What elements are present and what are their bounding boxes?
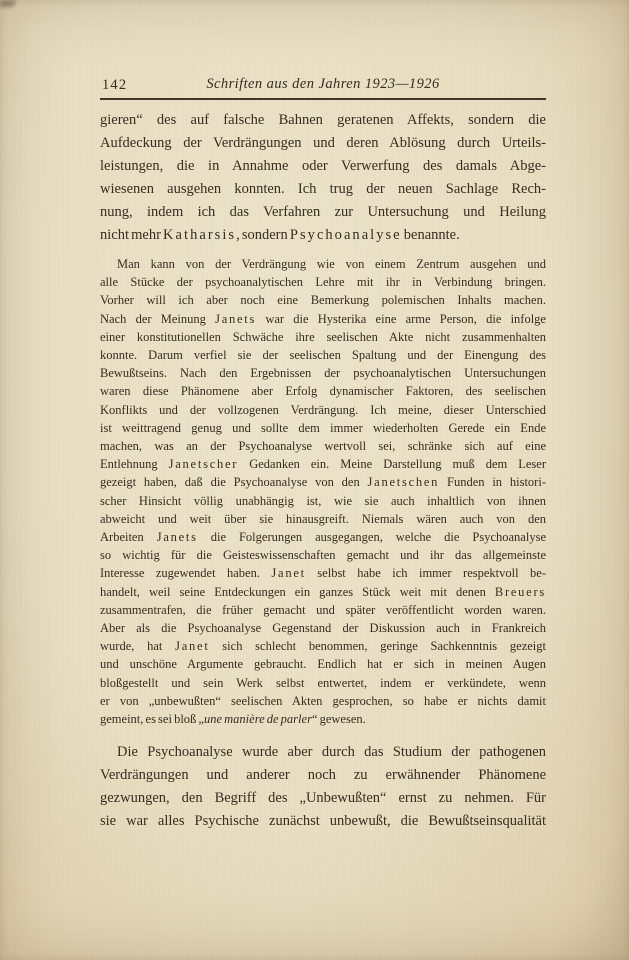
letterspaced-name: Janet	[175, 639, 210, 654]
text-run: Gedanken ein. Meine Darstellung muß dem Leser	[238, 457, 546, 472]
text-line	[100, 655, 546, 673]
text-line	[100, 810, 546, 833]
text-run: wiesenen ausgehen konnten. Ich trug der neuen Sachlage Rech-	[100, 181, 546, 197]
text-run: war die Hysterika eine arme Person, die infolge	[256, 311, 546, 326]
text-run: Interesse zugewendet haben.	[100, 566, 272, 581]
text-line	[100, 741, 546, 764]
text-run: gezeigt haben, daß die Psychoanalyse von den	[100, 475, 368, 490]
text-run: handelt, weil seine Entdeckungen ein ganzes Stück weit mit denen	[100, 584, 495, 599]
letterspaced-name: Breuers	[494, 584, 546, 599]
text-run: Nach der Meinung	[100, 311, 216, 326]
text-line	[100, 473, 546, 491]
text-run: “ gewesen.	[311, 712, 366, 727]
text-run: gezwungen, den Begriff des „Unbewußten“ ernst zu nehmen. Für	[100, 790, 546, 807]
text-line	[100, 273, 546, 291]
text-run: einer konstitutionellen Schwäche ihre seelischen Akte nicht zusammenhalten	[100, 329, 546, 344]
text-line	[100, 224, 546, 247]
letterspaced-name: Psychoanalyse	[289, 227, 402, 243]
text-column	[100, 76, 546, 833]
page-header	[100, 76, 546, 96]
text-run: Die Psychoanalyse wurde aber durch das Studium der pathogenen	[117, 744, 546, 761]
text-line	[100, 132, 546, 155]
text-line	[100, 492, 546, 510]
text-run: waren diese Phänomene aber Erfolg dynamischer Faktoren, des seelischen	[100, 384, 546, 399]
text-run: bloßgestellt und sein Werk selbst entwertet, indem er verkündete, wenn	[100, 675, 546, 690]
paragraph	[100, 741, 546, 833]
text-line	[100, 528, 546, 546]
text-run: nung, indem ich das Verfahren zur Untersuchung und Heilung	[100, 204, 546, 220]
text-run: abweicht und weit über sie hinausgreift. Niemals wären auch von den	[100, 511, 546, 526]
text-line	[100, 637, 546, 655]
text-run: , sondern	[236, 227, 290, 243]
text-run: konnte. Darum verfiel sie der seelischen Spaltung und der Einengung des	[100, 348, 546, 363]
text-line	[100, 787, 546, 810]
text-line	[100, 674, 546, 692]
text-run: und unschöne Argumente gebraucht. Endlich hat er sich in meinen Augen	[100, 657, 546, 672]
text-run: leistungen, die in Annahme oder Verwerfung des damals Abge-	[100, 158, 546, 174]
text-line	[100, 764, 546, 787]
text-line	[100, 155, 546, 178]
letterspaced-name: Katharsis	[163, 227, 237, 243]
text-line	[100, 255, 546, 273]
text-run: Arbeiten	[100, 530, 157, 545]
letterspaced-name: Janets	[156, 530, 198, 545]
scan-edge-artifact	[0, 0, 16, 7]
text-line	[100, 510, 546, 528]
text-run: wurde, hat	[100, 639, 176, 654]
text-line	[100, 328, 546, 346]
text-block	[100, 109, 546, 833]
text-run: sich schlecht benommen, geringe Sachkenntnis gezeigt	[209, 639, 546, 654]
text-line	[100, 583, 546, 601]
text-line	[100, 178, 546, 201]
text-line	[100, 546, 546, 564]
text-line	[100, 346, 546, 364]
text-run: zusammentrafen, die früher gemacht und später veröffentlicht worden waren.	[100, 602, 546, 617]
text-run: gieren“ des auf falsche Bahnen geratenen Affekts, sondern die	[100, 112, 546, 128]
text-line	[100, 401, 546, 419]
text-line	[100, 201, 546, 224]
text-line	[100, 382, 546, 400]
text-run: scher Hinsicht völlig unabhängig ist, wie sie auch inhaltlich von ihnen	[100, 493, 546, 508]
text-run: Entlehnung	[100, 457, 169, 472]
text-line	[100, 364, 546, 382]
text-run: Aufdeckung der Verdrängungen und deren Ablösung durch Urteils-	[100, 135, 546, 151]
text-line	[100, 419, 546, 437]
paragraph	[100, 109, 546, 247]
text-run: Konflikts und der vollzogenen Verdrängung. Ich meine, dieser Unterschied	[100, 402, 546, 417]
letterspaced-name: Janetscher	[168, 457, 239, 472]
text-line	[100, 291, 546, 309]
text-line	[100, 455, 546, 473]
text-line	[100, 692, 546, 710]
text-run: die Folgerungen ausgegangen, welche die Psychoanalyse	[197, 530, 546, 545]
paragraph	[100, 255, 546, 728]
text-run: Vorher will ich aber noch eine Bemerkung polemischen Inhalts machen.	[100, 293, 546, 308]
running-title: Schriften aus den Jahren 1923—1926	[206, 76, 440, 92]
text-run: sie war alles Psychische zunächst unbewußt, die Bewußtseinsqualität	[100, 813, 546, 830]
letterspaced-name: Janet	[271, 566, 306, 581]
text-run: Man kann von der Verdrängung wie von einem Zentrum ausgehen und	[117, 257, 546, 271]
text-run: alle Stücke der psychoanalytischen Lehre mit ihr in Verbindung bringen.	[100, 275, 546, 290]
text-line	[100, 437, 546, 455]
text-run: machen, was an der Psychoanalyse wertvoll sei, schränke sich auf eine	[100, 439, 546, 454]
text-line	[100, 109, 546, 132]
text-run: Verdrängungen und anderer noch zu erwähnender Phänomene	[100, 767, 546, 784]
text-line	[100, 710, 546, 728]
letterspaced-name: Janets	[215, 311, 257, 326]
text-run: er von „unbewußten“ seelischen Akten gesprochen, so habe er nichts damit	[100, 693, 546, 708]
page-number: 142	[102, 77, 128, 93]
text-run: so wichtig für die Geisteswissenschaften gemacht und ihr das allgemeinste	[100, 548, 546, 563]
text-run: gemeint, es sei bloß „	[100, 712, 204, 727]
text-run: Aber als die Psychoanalyse Gegenstand der Diskussion auch in Frankreich	[100, 621, 546, 636]
italic-phrase: une manière de parler	[203, 712, 312, 727]
header-rule	[100, 98, 546, 100]
text-line	[100, 310, 546, 328]
text-run: Bewußtseins. Nach den Ergebnissen der psychoanalytischen Untersuchungen	[100, 366, 546, 381]
text-run: selbst habe ich immer respektvoll be-	[305, 566, 546, 581]
text-run: nicht mehr	[100, 227, 164, 243]
text-run: benannte.	[401, 227, 460, 243]
letterspaced-name: Janetschen	[367, 475, 440, 490]
text-line	[100, 601, 546, 619]
text-line	[100, 564, 546, 582]
text-run: Funden in histori-	[439, 475, 546, 490]
text-line	[100, 619, 546, 637]
text-run: ist weittragend genug und sollte dem immer wiederholten Gerede ein Ende	[100, 420, 546, 435]
